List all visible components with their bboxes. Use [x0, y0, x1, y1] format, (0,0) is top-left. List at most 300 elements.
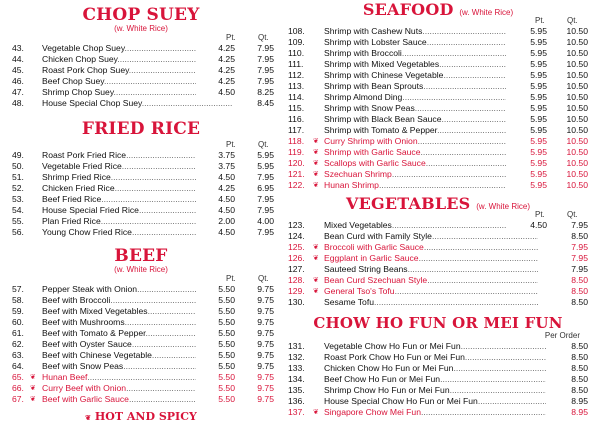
- item-number: 59.: [12, 306, 24, 316]
- menu-item-row: [288, 169, 588, 180]
- seafood-subtitle: (w. White Rice): [459, 8, 514, 17]
- item-name-text: Chicken Chop Suey: [42, 54, 118, 64]
- menu-item-row: [0, 227, 282, 238]
- hot-and-spicy-label: HOT AND SPICY: [94, 410, 197, 423]
- item-name: [324, 286, 538, 297]
- item-name-text: Scallops with Garlic Sauce: [324, 158, 426, 168]
- pint-price: 5.95: [506, 48, 547, 59]
- menu-item-row: [288, 385, 588, 396]
- vegetables-title: VEGETABLES: [345, 194, 471, 213]
- qt-header: Qt.: [258, 274, 269, 283]
- menu-item-row: [288, 37, 588, 48]
- item-name: [324, 385, 574, 396]
- chili-icon: ❦: [313, 277, 319, 284]
- quart-price: 10.50: [550, 48, 588, 59]
- menu-item-row: [0, 317, 282, 328]
- quart-price: 10.50: [550, 169, 588, 180]
- item-number: 56.: [12, 227, 24, 237]
- item-name-text: Hunan Shrimp: [324, 180, 379, 190]
- pint-price: 4.25: [196, 183, 235, 194]
- item-name: [324, 352, 574, 363]
- quart-price: 7.95: [238, 227, 274, 238]
- item-name: [324, 341, 574, 352]
- item-number: 66.: [12, 383, 24, 393]
- quart-price: 7.95: [550, 220, 588, 231]
- fried-rice-title: FRIED RICE: [81, 119, 201, 139]
- menu-item-row: [0, 383, 282, 394]
- item-number: 45.: [12, 65, 24, 75]
- quart-price: 9.75: [238, 372, 274, 383]
- item-number: 124.: [288, 231, 305, 241]
- item-name-text: Broccoli with Garlic Sauce: [324, 242, 424, 252]
- item-name-text: Beef with Mixed Vegetables: [42, 306, 148, 316]
- item-name-text: Beef Fried Rice: [42, 194, 102, 204]
- item-name-text: Vegetable Fried Rice: [42, 161, 122, 171]
- chili-icon: ❦: [313, 160, 319, 167]
- item-number: 112.: [288, 70, 305, 80]
- item-number: 120.: [288, 158, 305, 168]
- item-number: 57.: [12, 284, 24, 294]
- item-name: [324, 242, 538, 253]
- item-name-text: Young Chow Fried Rice: [42, 227, 132, 237]
- item-number: 132.: [288, 352, 305, 362]
- quart-price: 9.75: [238, 317, 274, 328]
- per-order-label: Per Order: [544, 331, 580, 340]
- menu-item-row: [0, 361, 282, 372]
- item-name-text: Shrimp Chow Ho Fun or Mei Fun: [324, 385, 450, 395]
- pint-price: 5.50: [196, 284, 235, 295]
- menu-item-row: [288, 275, 588, 286]
- menu-item-row: [288, 92, 588, 103]
- item-number: 64.: [12, 361, 24, 371]
- item-name-text: Bean Curd with Family Style: [324, 231, 432, 241]
- item-name-text: Vegetable Chow Ho Fun or Mei Fun: [324, 341, 461, 351]
- pint-price: 2.00: [196, 216, 235, 227]
- pint-price: 5.50: [196, 350, 235, 361]
- fried-rice-list: [0, 150, 282, 238]
- item-number: 63.: [12, 350, 24, 360]
- item-name: [324, 253, 538, 264]
- pint-price: 5.50: [196, 339, 235, 350]
- pint-price: 5.50: [196, 372, 235, 383]
- item-name-text: Chicken Fried Rice: [42, 183, 115, 193]
- item-name-text: Singapore Chow Mei Fun: [324, 407, 421, 417]
- item-number: 108.: [288, 26, 305, 36]
- item-name: [42, 98, 232, 109]
- pint-price: 5.50: [196, 295, 235, 306]
- item-number: 134.: [288, 374, 305, 384]
- item-number: 67.: [12, 394, 24, 404]
- quart-price: 8.50: [546, 341, 588, 352]
- menu-item-row: [0, 76, 282, 87]
- menu-item-row: [288, 286, 588, 297]
- quart-price: 10.50: [550, 125, 588, 136]
- quart-price: 9.75: [238, 295, 274, 306]
- menu-item-row: [288, 48, 588, 59]
- item-number: 117.: [288, 125, 305, 135]
- item-number: 127.: [288, 264, 305, 274]
- menu-item-row: [288, 253, 588, 264]
- pint-price: 4.25: [196, 76, 235, 87]
- item-number: 119.: [288, 147, 305, 157]
- chili-icon: ❦: [313, 409, 319, 416]
- seafood-col-header: [288, 16, 588, 26]
- pt-header: Pt.: [226, 274, 236, 283]
- pt-header: Pt.: [535, 210, 545, 219]
- qt-header: Qt.: [258, 140, 269, 149]
- quart-price: 7.95: [238, 194, 274, 205]
- item-number: 54.: [12, 205, 24, 215]
- qt-header: Qt.: [567, 16, 578, 25]
- quart-price: 9.75: [238, 339, 274, 350]
- item-number: 46.: [12, 76, 24, 86]
- pint-price: 4.25: [196, 43, 235, 54]
- chili-icon: ❦: [85, 413, 92, 422]
- menu-item-row: [0, 98, 282, 109]
- item-name-text: General Tso's Tofu: [324, 286, 395, 296]
- item-name-text: Shrimp with Garlic Sauce: [324, 147, 421, 157]
- menu-item-row: [288, 396, 588, 407]
- seafood-section: [288, 2, 588, 191]
- menu-item-row: [288, 220, 588, 231]
- quart-price: 8.50: [546, 385, 588, 396]
- quart-price: 10.50: [550, 92, 588, 103]
- item-name: [324, 407, 574, 418]
- menu-item-row: [0, 150, 282, 161]
- item-name-text: Plan Fried Rice: [42, 216, 101, 226]
- item-number: 44.: [12, 54, 24, 64]
- quart-price: 7.95: [238, 54, 274, 65]
- pint-price: 5.50: [196, 383, 235, 394]
- pint-price: 3.75: [196, 161, 235, 172]
- item-number: 126.: [288, 253, 305, 263]
- pint-price: 5.95: [506, 114, 547, 125]
- quart-price: 10.50: [550, 136, 588, 147]
- pint-price: 5.95: [506, 81, 547, 92]
- menu-item-row: [288, 136, 588, 147]
- chop-suey-title: CHOP SUEY: [82, 5, 200, 25]
- quart-price: 10.50: [550, 37, 588, 48]
- quart-price: 9.75: [238, 284, 274, 295]
- item-name-text: Shrimp with Lobster Sauce: [324, 37, 427, 47]
- item-number: 111.: [288, 59, 304, 69]
- pint-price: 4.50: [196, 205, 235, 216]
- item-name: [324, 363, 574, 374]
- quart-price: 10.50: [550, 103, 588, 114]
- pint-price: 5.95: [506, 125, 547, 136]
- item-name-text: Szechuan Shrimp: [324, 169, 392, 179]
- quart-price: 8.50: [550, 231, 588, 242]
- menu-item-row: [288, 231, 588, 242]
- pint-price: 5.95: [506, 147, 547, 158]
- vegetables-section: [288, 196, 588, 308]
- item-name-text: Shrimp with Tomato & Pepper: [324, 125, 438, 135]
- item-name-text: Curry Shrimp with Onion: [324, 136, 418, 146]
- item-name-text: Beef with Oyster Sauce: [42, 339, 132, 349]
- item-number: 129.: [288, 286, 305, 296]
- quart-price: 9.75: [238, 394, 274, 405]
- item-number: 61.: [12, 328, 24, 338]
- menu-item-row: [288, 125, 588, 136]
- chow-ho-fun-section: [288, 316, 588, 418]
- item-number: 116.: [288, 114, 305, 124]
- item-number: 52.: [12, 183, 24, 193]
- fried-rice-section: [0, 121, 282, 238]
- menu-item-row: [288, 81, 588, 92]
- menu-item-row: [288, 297, 588, 308]
- pint-price: 5.95: [506, 26, 547, 37]
- chop-suey-section: [0, 7, 282, 109]
- chop-suey-col-header: [0, 33, 282, 43]
- item-number: 62.: [12, 339, 24, 349]
- quart-price: 9.75: [238, 383, 274, 394]
- item-number: 48.: [12, 98, 24, 108]
- menu-item-row: [0, 306, 282, 317]
- item-name-text: Chicken Chow Ho Fun or Mei Fun: [324, 363, 454, 373]
- item-number: 49.: [12, 150, 24, 160]
- menu-item-row: [0, 54, 282, 65]
- quart-price: 7.95: [238, 76, 274, 87]
- item-name-text: Shrimp with Snow Peas: [324, 103, 415, 113]
- chow-ho-fun-list: [288, 341, 588, 418]
- item-number: 58.: [12, 295, 24, 305]
- item-number: 115.: [288, 103, 305, 113]
- chili-icon: ❦: [30, 385, 36, 392]
- quart-price: 8.50: [546, 352, 588, 363]
- item-name-text: Beef with Chinese Vegetable: [42, 350, 152, 360]
- beef-col-header: [0, 274, 282, 284]
- item-number: 113.: [288, 81, 305, 91]
- beef-section: [0, 248, 282, 423]
- menu-item-row: [288, 114, 588, 125]
- item-number: 114.: [288, 92, 305, 102]
- chop-suey-list: [0, 43, 282, 109]
- quart-price: 7.95: [238, 205, 274, 216]
- item-name-text: Pepper Steak with Onion: [42, 284, 138, 294]
- item-number: 43.: [12, 43, 24, 53]
- item-name-text: Shrimp with Cashew Nuts: [324, 26, 423, 36]
- left-column: [0, 0, 282, 423]
- pint-price: 3.75: [196, 150, 235, 161]
- menu-item-row: [0, 65, 282, 76]
- quart-price: 9.75: [238, 328, 274, 339]
- menu-item-row: [288, 264, 588, 275]
- quart-price: 5.95: [238, 161, 274, 172]
- qt-header: Qt.: [567, 210, 578, 219]
- seafood-list: [288, 26, 588, 191]
- chili-icon: ❦: [313, 171, 319, 178]
- item-number: 121.: [288, 169, 305, 179]
- item-name: [324, 396, 574, 407]
- item-name-text: Beef Chow Ho Fun or Mei Fun: [324, 374, 441, 384]
- menu-item-row: [0, 339, 282, 350]
- quart-price: 8.50: [550, 275, 588, 286]
- item-name: [324, 275, 538, 286]
- pint-price: 5.95: [506, 158, 547, 169]
- pt-header: Pt.: [226, 33, 236, 42]
- pint-price: 4.50: [196, 227, 235, 238]
- item-name-text: Mixed Vegetables: [324, 220, 392, 230]
- chili-icon: ❦: [313, 138, 319, 145]
- item-name-text: House Special Chow Ho Fun or Mei Fun: [324, 396, 478, 406]
- item-number: 130.: [288, 297, 305, 307]
- pint-price: 5.95: [506, 59, 547, 70]
- item-name: [324, 264, 538, 275]
- item-number: 122.: [288, 180, 305, 190]
- item-name: [324, 231, 538, 242]
- item-name-text: Vegetable Chop Suey: [42, 43, 125, 53]
- item-name-text: Beef with Tomato & Pepper: [42, 328, 146, 338]
- item-number: 133.: [288, 363, 305, 373]
- quart-price: 7.95: [238, 43, 274, 54]
- item-number: 51.: [12, 172, 24, 182]
- item-name-text: Curry Beef with Onion: [42, 383, 127, 393]
- item-name-text: Beef with Snow Peas: [42, 361, 124, 371]
- quart-price: 10.50: [550, 147, 588, 158]
- menu-item-row: [0, 87, 282, 98]
- quart-price: 10.50: [550, 158, 588, 169]
- beef-title: BEEF: [114, 246, 168, 266]
- quart-price: 7.95: [550, 253, 588, 264]
- quart-price: 8.95: [546, 396, 588, 407]
- item-name-text: Shrimp Fried Rice: [42, 172, 111, 182]
- pint-price: 4.50: [196, 87, 235, 98]
- item-number: 128.: [288, 275, 305, 285]
- pt-header: Pt.: [535, 16, 545, 25]
- quart-price: 9.75: [238, 350, 274, 361]
- chili-icon: ❦: [313, 255, 319, 262]
- quart-price: 10.50: [550, 26, 588, 37]
- chow-ho-fun-title: CHOW HO FUN OR MEI FUN: [313, 314, 563, 332]
- pint-price: 5.50: [196, 361, 235, 372]
- item-name-text: Shrimp with Black Bean Sauce: [324, 114, 442, 124]
- item-number: 110.: [288, 48, 305, 58]
- quart-price: 6.95: [238, 183, 274, 194]
- beef-subtitle: (w. White Rice): [114, 265, 168, 274]
- item-number: 109.: [288, 37, 305, 47]
- menu-item-row: [288, 59, 588, 70]
- quart-price: 10.50: [550, 81, 588, 92]
- item-number: 125.: [288, 242, 305, 252]
- quart-price: 8.50: [550, 297, 588, 308]
- menu-item-row: [0, 183, 282, 194]
- item-name-text: Beef Chop Suey: [42, 76, 104, 86]
- vegetables-list: [288, 220, 588, 308]
- menu-item-row: [0, 372, 282, 383]
- pint-price: 4.50: [196, 194, 235, 205]
- item-name: [324, 297, 538, 308]
- item-name-text: House Special Chop Suey: [42, 98, 142, 108]
- item-name-text: Shrimp with Broccoli: [324, 48, 402, 58]
- quart-price: 10.50: [550, 70, 588, 81]
- chili-icon: ❦: [30, 396, 36, 403]
- item-number: 123.: [288, 220, 305, 230]
- item-number: 131.: [288, 341, 305, 351]
- pint-price: 5.50: [196, 317, 235, 328]
- menu-item-row: [0, 328, 282, 339]
- quart-price: 8.50: [546, 374, 588, 385]
- menu-item-row: [288, 407, 588, 418]
- quart-price: 5.95: [238, 150, 274, 161]
- pint-price: 5.95: [506, 37, 547, 48]
- menu-item-row: [288, 374, 588, 385]
- quart-price: 8.95: [546, 407, 588, 418]
- menu-item-row: [288, 147, 588, 158]
- pint-price: 5.50: [196, 328, 235, 339]
- menu-item-row: [0, 161, 282, 172]
- chili-icon: ❦: [313, 288, 319, 295]
- chili-icon: ❦: [313, 244, 319, 251]
- pint-price: 5.95: [506, 169, 547, 180]
- menu-item-row: [288, 180, 588, 191]
- menu-item-row: [0, 43, 282, 54]
- menu-item-row: [0, 172, 282, 183]
- pint-price: 5.95: [506, 103, 547, 114]
- chili-icon: ❦: [313, 182, 319, 189]
- pt-header: Pt.: [226, 140, 236, 149]
- item-number: 50.: [12, 161, 24, 171]
- item-number: 53.: [12, 194, 24, 204]
- menu-item-row: [0, 350, 282, 361]
- quart-price: 10.50: [550, 59, 588, 70]
- item-name-text: Sauteed String Beans: [324, 264, 408, 274]
- item-number: 55.: [12, 216, 24, 226]
- item-number: 118.: [288, 136, 305, 146]
- quart-price: 8.45: [238, 98, 274, 109]
- quart-price: 7.95: [238, 172, 274, 183]
- item-name-text: Shrimp with Mixed Vegetables: [324, 59, 440, 69]
- menu-item-row: [0, 394, 282, 405]
- menu-item-row: [0, 216, 282, 227]
- pint-price: 5.95: [506, 92, 547, 103]
- quart-price: 8.50: [550, 286, 588, 297]
- menu-item-row: [0, 295, 282, 306]
- pint-price: 4.50: [196, 172, 235, 183]
- menu-item-row: [288, 352, 588, 363]
- item-name-text: Bean Curd Szechuan Style: [324, 275, 428, 285]
- item-name-text: Shrimp with Chinese Vegetable: [324, 70, 444, 80]
- menu-item-row: [0, 205, 282, 216]
- menu-item-row: [288, 103, 588, 114]
- quart-price: 7.95: [238, 65, 274, 76]
- item-name-text: House Special Fried Rice: [42, 205, 139, 215]
- menu-item-row: [288, 158, 588, 169]
- item-name-text: Beef with Broccoli: [42, 295, 111, 305]
- quart-price: 7.95: [550, 242, 588, 253]
- pint-price: 4.25: [196, 54, 235, 65]
- menu-item-row: [288, 363, 588, 374]
- quart-price: 8.25: [238, 87, 274, 98]
- item-name-text: Roast Pork Fried Rice: [42, 150, 127, 160]
- chop-suey-subtitle: (w. White Rice): [114, 24, 168, 33]
- item-number: 135.: [288, 385, 305, 395]
- chili-icon: ❦: [30, 374, 36, 381]
- menu-item-row: [288, 341, 588, 352]
- menu-item-row: [0, 284, 282, 295]
- pint-price: 5.95: [506, 70, 547, 81]
- fried-rice-col-header: [0, 140, 282, 150]
- right-column: [288, 0, 588, 418]
- quart-price: 7.95: [550, 264, 588, 275]
- quart-price: 8.50: [546, 363, 588, 374]
- pint-price: 5.95: [506, 180, 547, 191]
- item-number: 47.: [12, 87, 24, 97]
- chili-icon: ❦: [313, 149, 319, 156]
- item-number: 60.: [12, 317, 24, 327]
- quart-price: 10.50: [550, 114, 588, 125]
- pint-price: 5.50: [196, 306, 235, 317]
- hot-and-spicy-legend: [0, 410, 282, 423]
